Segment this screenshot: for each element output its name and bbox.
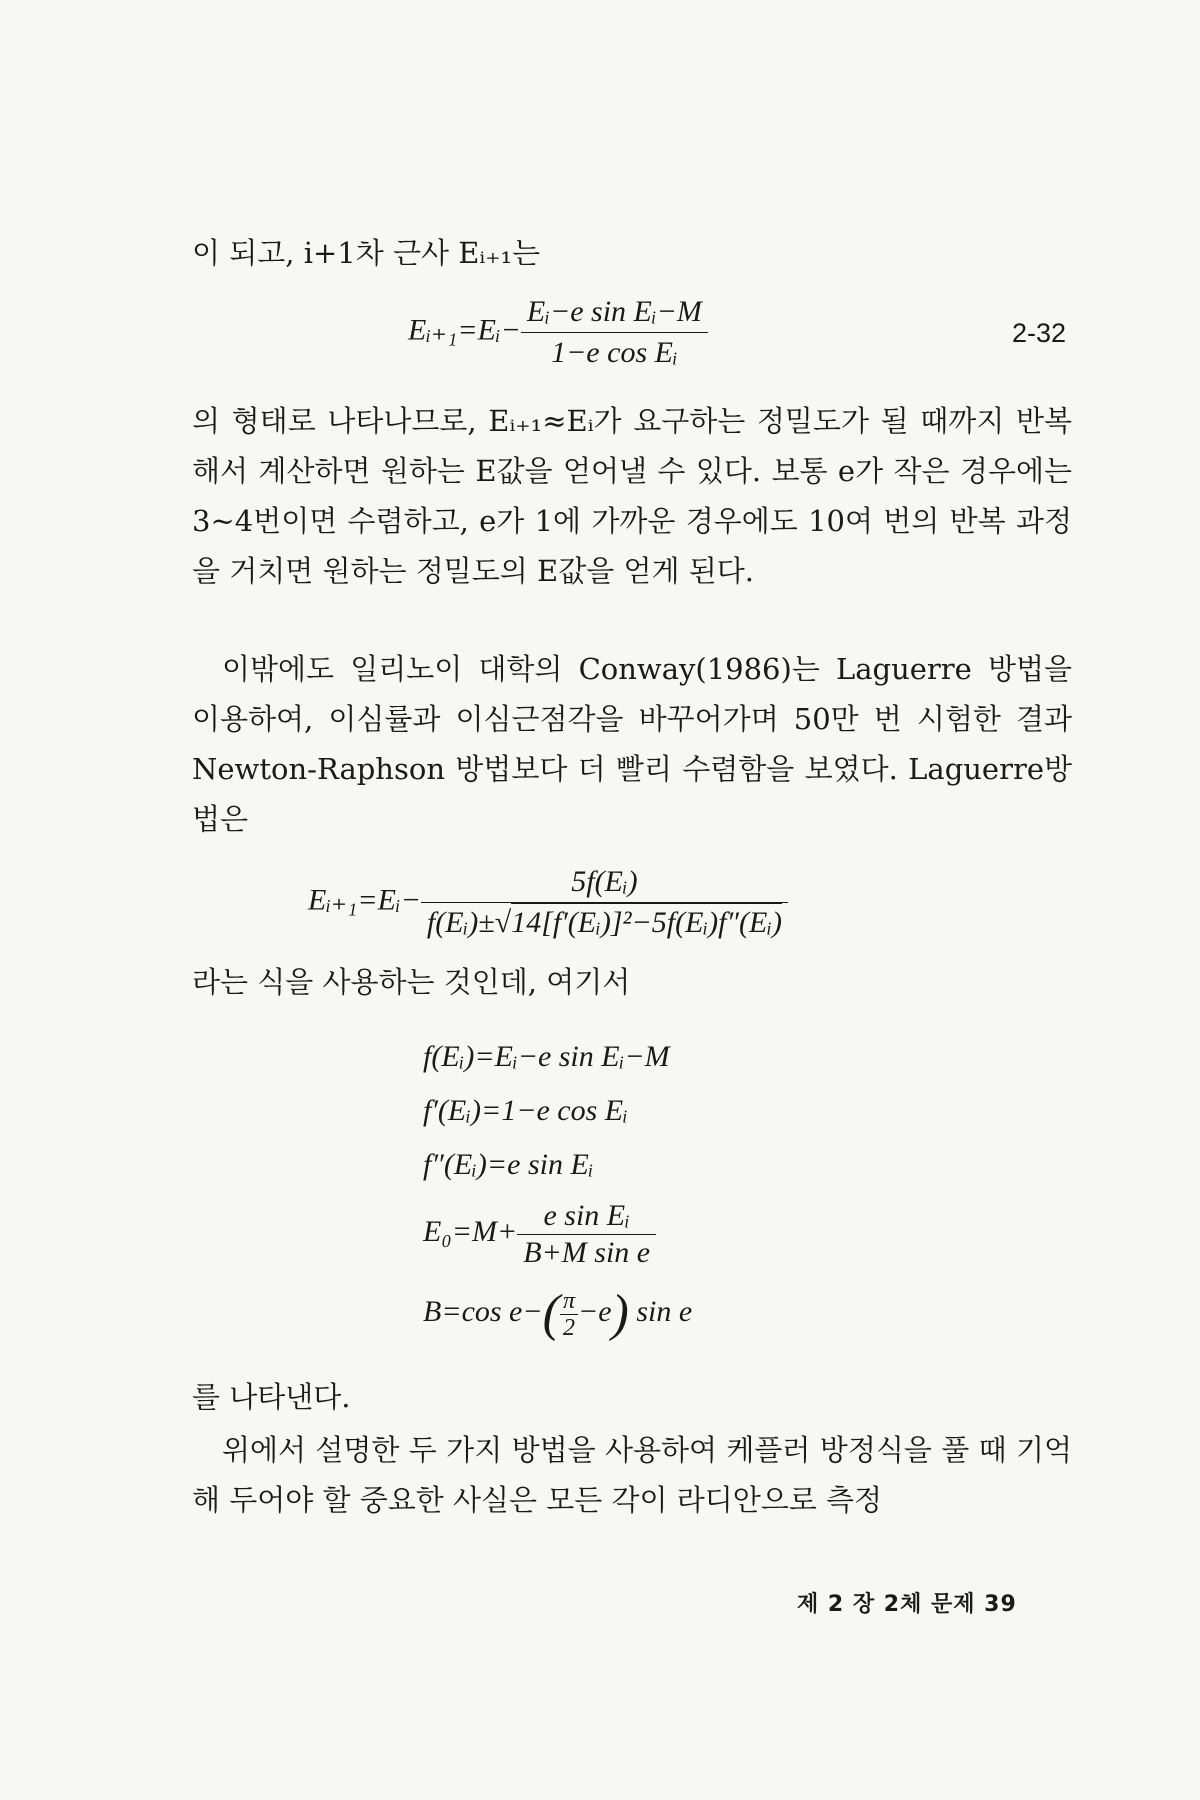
equation-2-32 (408, 292, 708, 373)
e0-lhs: E₀=M+ (423, 1215, 518, 1248)
equation-2-32-fraction (521, 292, 708, 373)
right-paren-icon: ) (611, 1285, 629, 1343)
equation-laguerre-numerator: 5f(Eᵢ) (421, 862, 788, 903)
equation-2-32-denominator: 1−e cos Eᵢ (551, 336, 678, 369)
definition-f: f(Eᵢ)=Eᵢ−e sin Eᵢ−M (423, 1040, 670, 1073)
b-tail: sin e (636, 1295, 693, 1328)
left-paren-icon: ( (542, 1285, 560, 1343)
equation-laguerre-fraction (421, 862, 788, 943)
equation-laguerre-denominator (421, 903, 788, 943)
e0-numerator: e sin Eᵢ (517, 1198, 656, 1235)
sqrt-icon: √ (494, 906, 512, 939)
laguerre-denominator-prefix: f(Eᵢ)± (426, 906, 495, 939)
b-minus-e: −e (577, 1295, 612, 1328)
e0-denominator: B+M sin e (523, 1235, 651, 1269)
paragraph-radians: 위에서 설명한 두 가지 방법을 사용하여 케플러 방정식을 풀 때 기억해 두어야 할 중요한 사실은 모든 각이 라디안으로 측정 (192, 1433, 1072, 1517)
laguerre-radicand: 14[f′(Eᵢ)]²−5f(Eᵢ)f″(Eᵢ) (511, 903, 782, 939)
pi-over-two (560, 1288, 578, 1341)
b-lhs: B=cos e− (423, 1295, 543, 1328)
paragraph-conway: 이밖에도 일리노이 대학의 Conway(1986)는 Laguerre 방법을 이용하여, 이심률과 이심근점각을 바꾸어가며 50만 번 시험한 결과 Newton-Raphson 방법보다 더 빨리 수렴함을 보였다. Laguerre방법은 (192, 652, 1072, 836)
paragraph-represents: 를 나타낸다. (192, 1380, 351, 1414)
equation-2-32-lhs: Eᵢ₊₁=Eᵢ− (408, 313, 521, 347)
definition-f-double-prime: f″(Eᵢ)=e sin Eᵢ (423, 1148, 594, 1181)
definition-f-prime: f′(Eᵢ)=1−e cos Eᵢ (423, 1094, 628, 1127)
definition-e0 (423, 1192, 692, 1272)
equation-number: 2-32 (1012, 318, 1067, 348)
pi-numerator: π (560, 1288, 578, 1315)
paragraph-where: 라는 식을 사용하는 것인데, 여기서 (192, 965, 631, 999)
e0-fraction (517, 1198, 656, 1271)
page-footer: 제 2 장 2체 문제 39 (797, 1592, 1017, 1617)
equation-laguerre (308, 862, 788, 943)
paragraph-intro: 이 되고, i+1차 근사 Eᵢ₊₁는 (192, 236, 541, 270)
paragraph-iteration: 의 형태로 나타나므로, Eᵢ₊₁≈Eᵢ가 요구하는 정밀도가 될 때까지 반복해서 계산하면 원하는 E값을 얻어낼 수 있다. 보통 e가 작은 경우에는 3~4번이면 수렴하고, e가 1에 가까운 경우에도 10여 번의 반복 과정을 거치면 원하는 정밀도의 E값을 얻게 된다. (192, 404, 1072, 588)
definition-b (423, 1272, 692, 1352)
two-denominator: 2 (562, 1314, 575, 1341)
definitions-block (423, 1030, 692, 1352)
equation-2-32-numerator: Eᵢ−e sin Eᵢ−M (521, 292, 708, 333)
equation-laguerre-lhs: Eᵢ₊₁=Eᵢ− (308, 883, 421, 917)
